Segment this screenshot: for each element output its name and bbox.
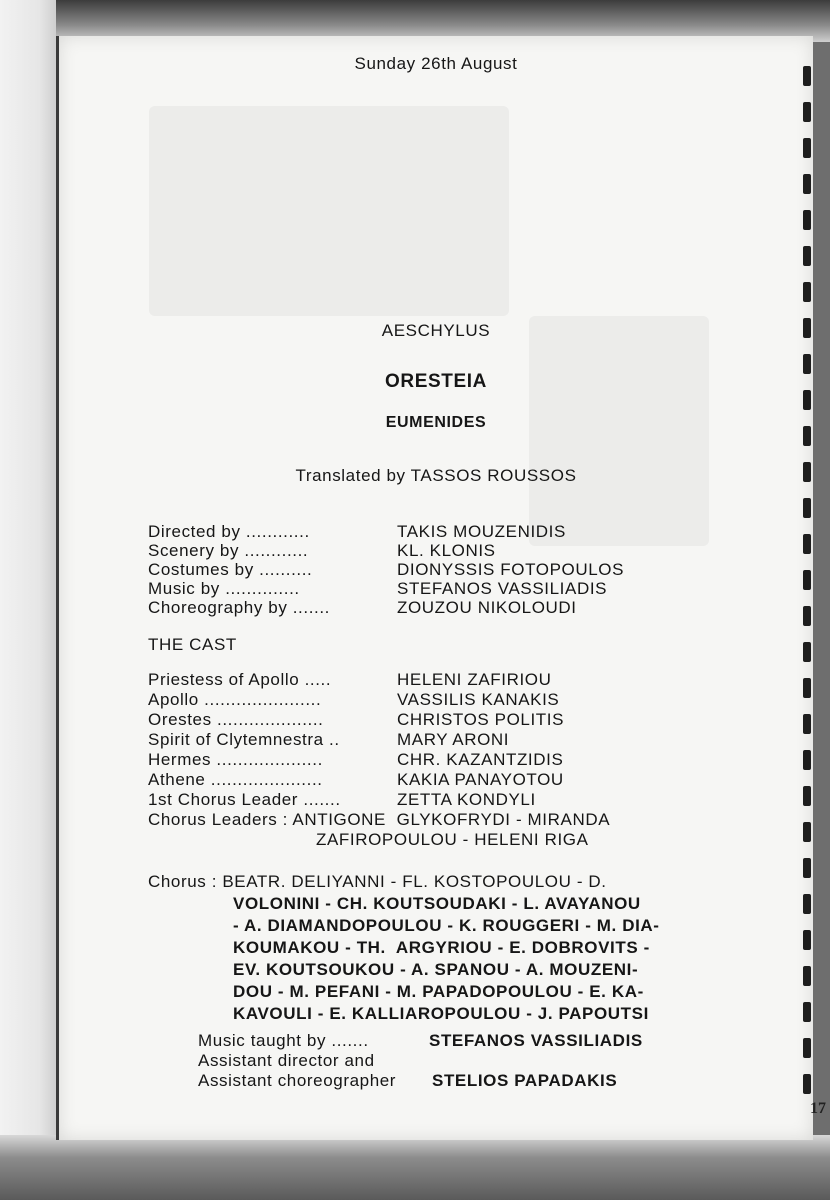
chorus-line: KOUMAKOU - TH. ARGYRIOU - E. DOBROVITS - bbox=[233, 938, 650, 957]
cast-name: CHRISTOS POLITIS bbox=[397, 710, 565, 729]
binding-ring bbox=[803, 426, 811, 446]
author: AESCHYLUS bbox=[381, 321, 491, 340]
binding-ring bbox=[803, 678, 811, 698]
binding-ring bbox=[803, 894, 811, 914]
page-number: 17 bbox=[810, 1100, 826, 1117]
scan-left-margin bbox=[0, 0, 56, 1200]
cast-role: Orestes .................... bbox=[148, 710, 324, 729]
spiral-binding bbox=[799, 66, 813, 1166]
binding-ring bbox=[803, 282, 811, 302]
chorus-line: VOLONINI - CH. KOUTSOUDAKI - L. AVAYANOU bbox=[233, 894, 641, 913]
binding-ring bbox=[803, 390, 811, 410]
bleed-through-area bbox=[149, 106, 509, 316]
binding-ring bbox=[803, 786, 811, 806]
binding-ring bbox=[803, 930, 811, 950]
credit-name: DIONYSSIS FOTOPOULOS bbox=[397, 560, 625, 579]
binding-ring bbox=[803, 354, 811, 374]
binding-ring bbox=[803, 1038, 811, 1058]
cast-name: MARY ARONI bbox=[397, 730, 510, 749]
binding-ring bbox=[803, 606, 811, 626]
performance-date: Sunday 26th August bbox=[354, 54, 518, 73]
credit-name: ZOUZOU NIKOLOUDI bbox=[397, 598, 577, 617]
credit-name: KL. KLONIS bbox=[397, 541, 496, 560]
chorus-leaders-line: ZAFIROPOULOU - HELENI RIGA bbox=[316, 830, 589, 849]
cast-role: Priestess of Apollo ..... bbox=[148, 670, 332, 689]
binding-ring bbox=[803, 318, 811, 338]
credit-name: TAKIS MOUZENIDIS bbox=[397, 522, 566, 541]
credit-role: Scenery by ............ bbox=[148, 541, 309, 560]
credit-role: Music by .............. bbox=[148, 579, 300, 598]
binding-ring bbox=[803, 858, 811, 878]
binding-ring bbox=[803, 66, 811, 86]
binding-ring bbox=[803, 1002, 811, 1022]
cast-role: Athene ..................... bbox=[148, 770, 323, 789]
chorus-line: - A. DIAMANDOPOULOU - K. ROUGGERI - M. DIA- bbox=[233, 916, 660, 935]
chorus-leaders-line: Chorus Leaders : ANTIGONE GLYKOFRYDI - MIRANDA bbox=[148, 810, 611, 829]
cast-name: VASSILIS KANAKIS bbox=[397, 690, 560, 709]
binding-ring bbox=[803, 966, 811, 986]
cast-name: HELENI ZAFIRIOU bbox=[397, 670, 552, 689]
binding-ring bbox=[803, 462, 811, 482]
chorus-line: DOU - M. PEFANI - M. PAPADOPOULOU - E. KA- bbox=[233, 982, 644, 1001]
cast-role: Spirit of Clytemnestra .. bbox=[148, 730, 340, 749]
credit-role: Directed by ............ bbox=[148, 522, 310, 541]
translation-credit: Translated by TASSOS ROUSSOS bbox=[295, 466, 577, 485]
binding-ring bbox=[803, 174, 811, 194]
cast-name: CHR. KAZANTZIDIS bbox=[397, 750, 564, 769]
binding-ring bbox=[803, 822, 811, 842]
binding-ring bbox=[803, 642, 811, 662]
cast-role: 1st Chorus Leader ....... bbox=[148, 790, 341, 809]
cast-heading: THE CAST bbox=[148, 635, 237, 654]
play-subtitle: EUMENIDES bbox=[385, 414, 487, 431]
scan-bottom-edge bbox=[0, 1135, 830, 1200]
binding-ring bbox=[803, 750, 811, 770]
binding-ring bbox=[803, 210, 811, 230]
binding-ring bbox=[803, 570, 811, 590]
program-page bbox=[56, 36, 813, 1140]
binding-ring bbox=[803, 138, 811, 158]
music-taught-name: STEFANOS VASSILIADIS bbox=[429, 1031, 643, 1050]
credit-role: Choreography by ....... bbox=[148, 598, 330, 617]
credit-name: STEFANOS VASSILIADIS bbox=[397, 579, 608, 598]
chorus-line: Chorus : BEATR. DELIYANNI - FL. KOSTOPOULOU - D. bbox=[148, 872, 607, 891]
music-taught-role: Music taught by ....... bbox=[198, 1031, 369, 1050]
binding-ring bbox=[803, 102, 811, 122]
assistant-line: Assistant director and bbox=[198, 1051, 375, 1070]
chorus-line: KAVOULI - E. KALLIAROPOULOU - J. PAPOUTSI bbox=[233, 1004, 649, 1023]
chorus-line: EV. KOUTSOUKOU - A. SPANOU - A. MOUZENI- bbox=[233, 960, 639, 979]
cast-name: ZETTA KONDYLI bbox=[397, 790, 536, 809]
binding-ring bbox=[803, 246, 811, 266]
play-title: ORESTEIA bbox=[385, 371, 487, 392]
cast-role: Hermes .................... bbox=[148, 750, 323, 769]
binding-ring bbox=[803, 1074, 811, 1094]
binding-ring bbox=[803, 714, 811, 734]
binding-ring bbox=[803, 534, 811, 554]
assistant-name: STELIOS PAPADAKIS bbox=[432, 1071, 618, 1090]
credit-role: Costumes by .......... bbox=[148, 560, 313, 579]
cast-role: Apollo ...................... bbox=[148, 690, 322, 709]
cast-name: KAKIA PANAYOTOU bbox=[397, 770, 564, 789]
assistant-role: Assistant choreographer bbox=[198, 1071, 397, 1090]
binding-ring bbox=[803, 498, 811, 518]
